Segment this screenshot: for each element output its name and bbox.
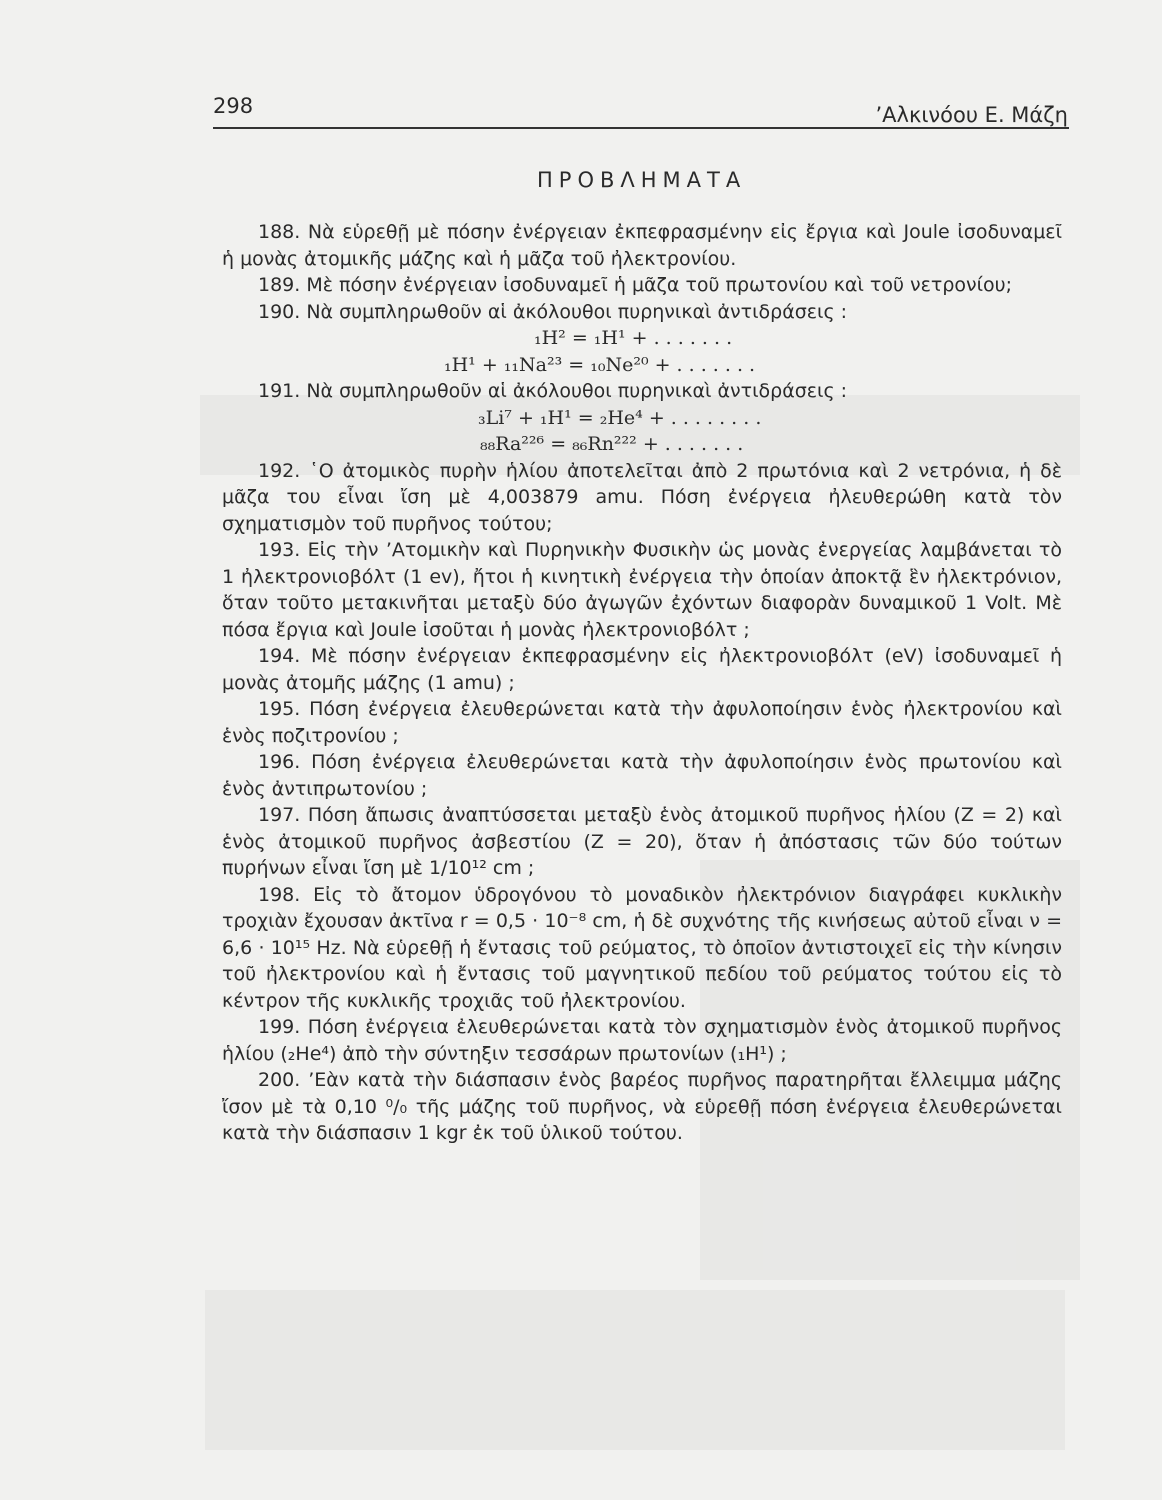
problem-197: 197. Πόση ἄπωσις ἀναπτύσσεται μεταξὺ ἑνὸς ἀτομικοῦ πυρῆνος ἡλίου (Z = 2) καὶ ἑνὸς ἀτομικοῦ πυρῆνος ἀσβεστίου (Z = 20), ὅταν ἡ ἀπόστασις τῶν δύο τούτων πυρήνων εἶναι ἴση μὲ 1/10¹² cm ;	[222, 804, 1062, 879]
equation-191-b: ₈₈Ra²²⁶ = ₈₆Rn²²² + . . . . . . .	[480, 433, 744, 455]
problem-199: 199. Πόση ἐνέργεια ἐλευθερώνεται κατὰ τὸν σχηματισμὸν ἑνὸς ἀτομικοῦ πυρῆνος ἡλίου (₂He⁴) ἀπὸ τὴν σύντηξιν τεσσάρων πρωτονίων (₁H¹) ;	[222, 1016, 1062, 1065]
problem-192: 192. ῾Ο ἀτομικὸς πυρὴν ἡλίου ἀποτελεῖται ἀπὸ 2 πρωτόνια καὶ 2 νετρόνια, ἡ δὲ μᾶζα του εἶναι ἴση μὲ 4,003879 amu. Πόση ἐνέργεια ἠλευθερώθη κατὰ τὸν σχηματισμὸν τοῦ πυρῆνος τούτου;	[222, 459, 1062, 535]
problem-191: 191. Νὰ συμπληρωθοῦν αἱ ἀκόλουθοι πυρηνικαὶ ἀντιδράσεις :	[258, 380, 848, 402]
header-rule	[213, 127, 1069, 129]
equation-191-a: ₃Li⁷ + ₁H¹ = ₂He⁴ + . . . . . . . .	[478, 406, 762, 429]
bleed-through-shadow	[205, 1290, 1065, 1450]
problem-189: 189. Μὲ πόσην ἐνέργειαν ἰσοδυναμεῖ ἡ μᾶζα τοῦ πρωτονίου καὶ τοῦ νετρονίου;	[258, 274, 1013, 296]
problem-188: 188. Νὰ εὑρεθῇ μὲ πόσην ἐνέργειαν ἐκπεφρασμένην εἰς ἔργια καὶ Joule ἰσοδυναμεῖ ἡ μονὰς ἀτομικῆς μάζης καὶ ἡ μᾶζα τοῦ ἠλεκτρονίου.	[222, 221, 1062, 270]
problem-194: 194. Μὲ πόσην ἐνέργειαν ἐκπεφρασμένην εἰς ἠλεκτρονιοβόλτ (eV) ἰσοδυναμεῖ ἡ μονὰς ἀτομῆς μάζης (1 amu) ;	[222, 645, 1062, 694]
page-number: 298	[213, 94, 254, 118]
section-title: ΠΡΟΒΛΗΜΑΤΑ	[537, 168, 747, 192]
problem-190: 190. Νὰ συμπληρωθοῦν αἱ ἀκόλουθοι πυρηνικαὶ ἀντιδράσεις :	[258, 300, 848, 323]
problems-list	[222, 219, 1062, 1147]
problem-196: 196. Πόση ἐνέργεια ἐλευθερώνεται κατὰ τὴν ἀφυλοποίησιν ἑνὸς πρωτονίου καὶ ἑνὸς ἀντιπρωτονίου ;	[222, 751, 1062, 800]
running-header-author: ’Αλκινόου Ε. Μάζη	[875, 103, 1068, 127]
problem-193: 193. Εἰς τὴν ’Ατομικὴν καὶ Πυρηνικὴν Φυσικὴν ὡς μονὰς ἐνεργείας λαμβάνεται τὸ 1 ἠλεκτρονιοβόλτ (1 ev), ἤτοι ἡ κινητικὴ ἐνέργεια τὴν ὁποίαν ἀποκτᾷ ἓν ἠλεκτρόνιον, ὅταν τοῦτο μετακινῆται μεταξὺ δύο ἀγωγῶν ἐχόντων διαφορὰν δυναμικοῦ 1 Volt. Μὲ πόσα ἔργια καὶ Joule ἰσοῦται ἡ μονὰς ἠλεκτρονιοβόλτ ;	[222, 539, 1062, 641]
problem-195: 195. Πόση ἐνέργεια ἐλευθερώνεται κατὰ τὴν ἀφυλοποίησιν ἑνὸς ἠλεκτρονίου καὶ ἑνὸς ποζιτρονίου ;	[222, 698, 1062, 747]
equation-190-a: ₁H² = ₁H¹ + . . . . . . .	[534, 327, 733, 349]
problem-200: 200. ’Εὰν κατὰ τὴν διάσπασιν ἑνὸς βαρέος πυρῆνος παρατηρῆται ἔλλειμμα μάζης ἴσον μὲ τὰ 0,10 ⁰/₀ τῆς μάζης τοῦ πυρῆνος, νὰ εὑρεθῇ πόση ἐνέργεια ἐλευθερώνεται κατὰ τὴν διάσπασιν 1 kgr ἐκ τοῦ ὑλικοῦ τούτου.	[222, 1069, 1062, 1144]
problem-198: 198. Εἰς τὸ ἄτομον ὑδρογόνου τὸ μοναδικὸν ἠλεκτρόνιον διαγράφει κυκλικὴν τροχιὰν ἔχουσαν ἀκτῖνα r = 0,5 · 10⁻⁸ cm, ἡ δὲ συχνότης τῆς κινήσεως αὐτοῦ εἶναι ν = 6,6 · 10¹⁵ Hz. Νὰ εὑρεθῇ ἡ ἔντασις τοῦ ρεύματος, τὸ ὁποῖον ἀντιστοιχεῖ εἰς τὴν κίνησιν τοῦ ἠλεκτρονίου καὶ ἡ ἔντασις τοῦ μαγνητικοῦ πεδίου τοῦ ρεύματος τούτου εἰς τὸ κέντρον τῆς κυκλικῆς τροχιᾶς τοῦ ἠλεκτρονίου.	[222, 883, 1062, 1012]
equation-190-b: ₁H¹ + ₁₁Na²³ = ₁₀Ne²⁰ + . . . . . . .	[444, 353, 756, 376]
